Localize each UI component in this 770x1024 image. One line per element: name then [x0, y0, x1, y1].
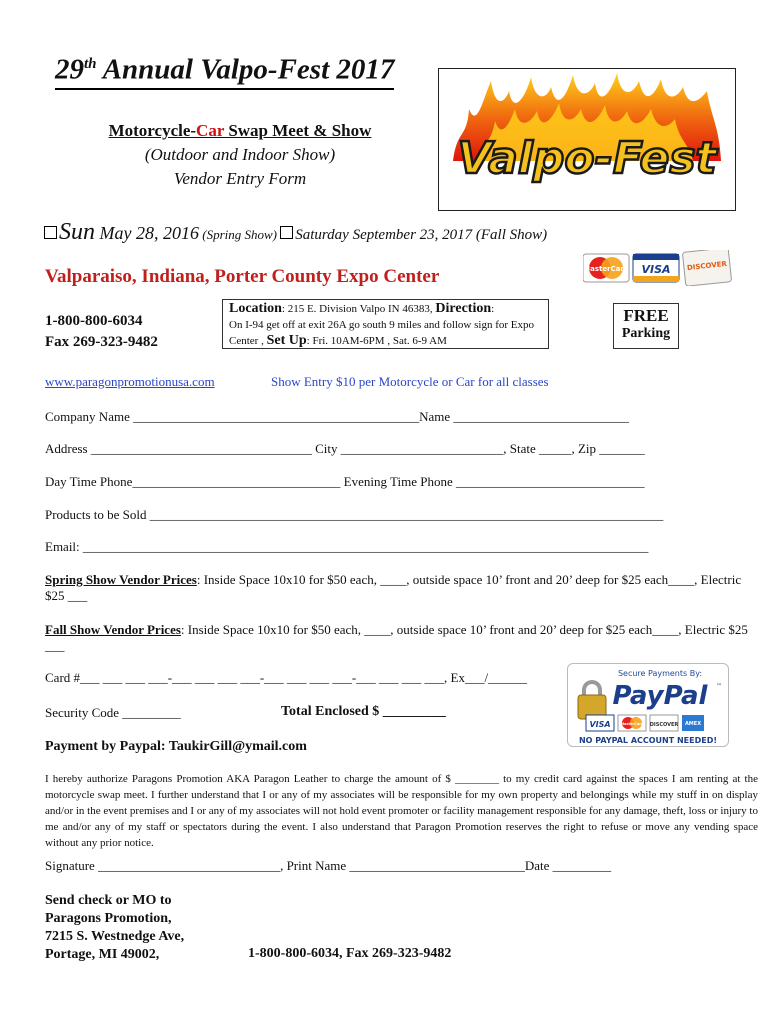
company-name-field[interactable]: Company Name ____________________________________________Name ___________________________ [45, 409, 629, 424]
svg-text:NO PAYPAL ACCOUNT NEEDED!: NO PAYPAL ACCOUNT NEEDED! [578, 736, 718, 745]
show-dates: Sun May 28, 2016 (Spring Show) Saturday September 23, 2017 (Fall Show) [44, 219, 547, 246]
fall-prices: Fall Show Vendor Prices: Inside Space 10x10 for $50 each, ____, outside space 10’ front and 20’ deep for $25 each____, Electric $25 ___ [45, 622, 748, 653]
svg-text:DISCOVER: DISCOVER [649, 722, 679, 728]
paypal-payment-info: Payment by Paypal: TaukirGill@ymail.com [45, 739, 307, 754]
svg-text:MasterCard: MasterCard [583, 265, 629, 273]
flame-logo-graphic [439, 69, 735, 210]
authorization-text: I hereby authorize Paragons Promotion AKA Paragon Leather to charge the amount of $ ________ to my credit card against the spaces I am renting at the motorcycle swap meet. I further understand that I or any of my associates will be responsible for my own property and belongings while my stuff in on display and/or in the event premises and I or any of my associates will not hold event promoter or facility management responsible for any damage, theft, loss or injury to me and/or any of my staff or spectators during the event. I also understand that Paragon Promotion reserves the right to refuse or move any vending space without any prior notice. [45, 773, 758, 849]
email-field[interactable]: Email: _______________________________________________________________________________________ [45, 539, 649, 554]
security-code-field[interactable]: Security Code _________ [45, 705, 181, 720]
subtitle-swap-meet: Motorcycle-Car Swap Meet & Show [108, 121, 372, 140]
signature-line[interactable]: Signature ____________________________, Print Name ___________________________Date _________ [45, 858, 612, 873]
total-enclosed[interactable]: Total Enclosed $ _________ [281, 704, 446, 719]
fall-show-checkbox[interactable] [280, 226, 293, 239]
spring-prices: Spring Show Vendor Prices: Inside Space 10x10 for $50 each, ____, outside space 10’ front and 20’ deep for $25 each____, Electric $25 ___ [45, 572, 742, 603]
accepted-cards [583, 250, 733, 286]
svg-text:™: ™ [716, 683, 722, 690]
address-field[interactable]: Address __________________________________ City _________________________, State _____, Zip _______ [45, 441, 645, 456]
padlock-icon [578, 680, 606, 719]
mailing-phone-fax: 1-800-800-6034, Fax 269-323-9482 [248, 946, 452, 961]
valpo-fest-logo [438, 68, 736, 211]
page-title: 29th Annual Valpo-Fest 2017 [55, 48, 394, 90]
svg-text:MasterCard: MasterCard [620, 722, 644, 726]
products-field[interactable]: Products to be Sold _______________________________________________________________________________ [45, 507, 664, 522]
svg-text:AMEX: AMEX [684, 721, 702, 727]
contact-phone: 1-800-800-6034 Fax 269-323-9482 [45, 313, 158, 350]
phone-fields[interactable]: Day Time Phone________________________________ Evening Time Phone _____________________________ [45, 474, 645, 489]
location-box: Location: 215 E. Division Valpo IN 46383, Direction: On I-94 get off at exit 26A go south 9 miles and follow sign for Expo Center , Set Up: Fri. 10AM-6PM , Sat. 6-9 AM [222, 299, 549, 349]
svg-text:VISA: VISA [589, 720, 611, 729]
free-parking-box: FREE Parking [613, 303, 679, 349]
spring-show-checkbox[interactable] [44, 226, 57, 239]
entry-fee: Show Entry $10 per Motorcycle or Car for all classes [271, 374, 549, 389]
website-link[interactable]: www.paragonpromotionusa.com [45, 374, 215, 389]
mailing-address: Send check or MO to Paragons Promotion, 7215 S. Westnedge Ave, Portage, MI 49002, [45, 893, 185, 962]
venue-name: Valparaiso, Indiana, Porter County Expo Center [45, 266, 440, 287]
card-number-field[interactable]: Card #___ ___ ___ ___-___ ___ ___ ___-___ ___ ___ ___-___ ___ ___ ___, Ex___/______ [45, 670, 528, 685]
logo-text: Valpo-Fest [457, 133, 717, 184]
subtitle-vendor-form: Vendor Entry Form [173, 169, 307, 188]
paypal-badge [567, 663, 729, 747]
svg-text:VISA: VISA [641, 263, 671, 276]
svg-text:DISCOVER: DISCOVER [686, 259, 728, 273]
subtitle-outdoor-indoor: (Outdoor and Indoor Show) [144, 145, 336, 164]
svg-text:PayPal: PayPal [612, 681, 708, 711]
svg-text:Secure Payments By:: Secure Payments By: [617, 669, 703, 678]
